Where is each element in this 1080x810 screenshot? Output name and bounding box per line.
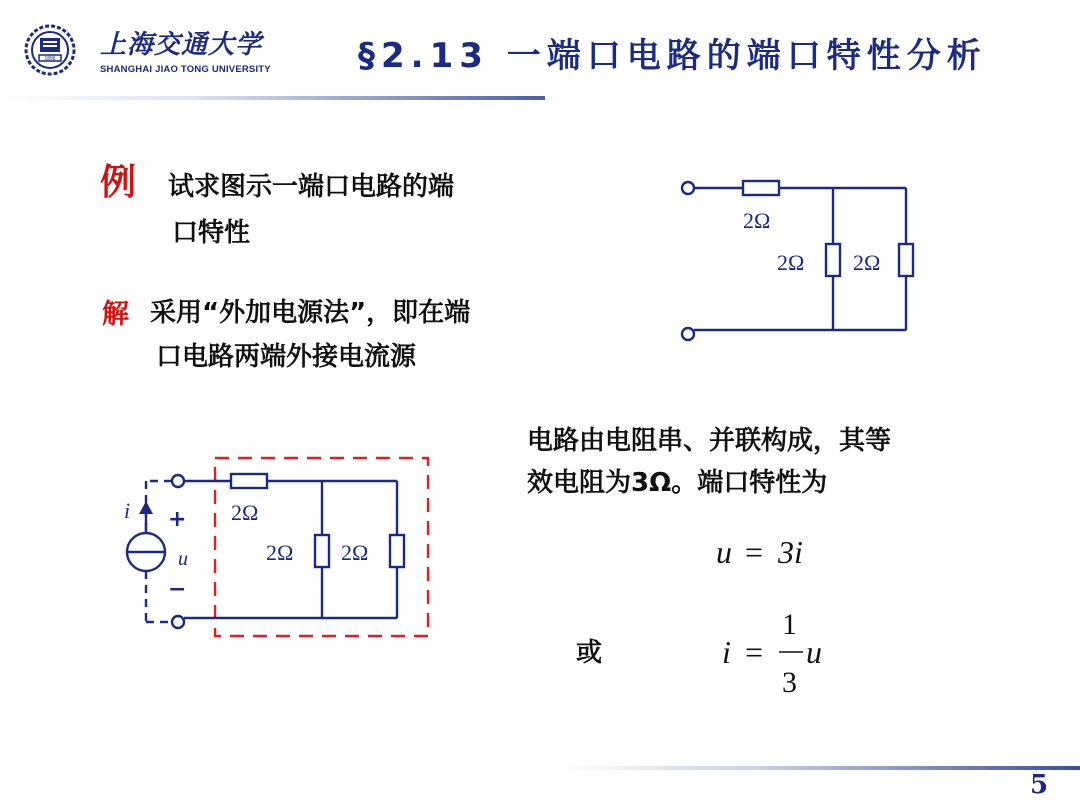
logo-english-name: SHANGHAI JIAO TONG UNIVERSITY — [100, 64, 271, 75]
solution-mark: 解 — [102, 299, 129, 330]
eq1-lhs: u — [716, 534, 732, 570]
bottom-terminal-lower — [172, 616, 184, 628]
bottom-middle-resistor-label: 2Ω — [266, 540, 294, 565]
logo-chinese-name: 上海交通大学 — [100, 30, 263, 60]
explanation-line2: 效电阻为3Ω。端口特性为 — [527, 468, 828, 498]
eq2-equals: = — [745, 634, 764, 670]
example-text-line2: 口特性 — [172, 218, 251, 248]
explanation-line1: 电路由电阻串、并联构成，其等 — [527, 426, 892, 456]
emblem-year: 1896 — [44, 56, 56, 62]
footer-divider — [560, 766, 1080, 770]
voltage-label: u — [178, 548, 188, 570]
top-terminal-upper — [682, 182, 694, 194]
slide-title: §2.13 一端口电路的端口特性分析 — [358, 36, 987, 76]
bottom-right-resistor — [390, 535, 404, 567]
current-label: i — [124, 498, 131, 523]
bottom-right-resistor-label: 2Ω — [341, 540, 369, 565]
current-arrow-icon — [139, 501, 153, 514]
bottom-middle-resistor — [315, 535, 329, 567]
page-number: 5 — [1030, 770, 1049, 800]
eq2-variable: u — [806, 634, 822, 670]
or-label: 或 — [576, 638, 603, 668]
example-mark: 例 — [100, 161, 137, 203]
top-terminal-lower — [682, 328, 694, 340]
bottom-series-resistor — [231, 474, 267, 488]
solution-text-line2: 口电路两端外接电流源 — [156, 342, 417, 372]
top-middle-resistor-label: 2Ω — [777, 250, 805, 275]
eq2-denominator: 3 — [782, 666, 797, 699]
top-right-resistor-label: 2Ω — [853, 250, 881, 275]
example-text-line1: 试求图示一端口电路的端 — [168, 172, 455, 202]
top-series-resistor — [743, 181, 779, 195]
eq1-equals: = — [745, 534, 764, 570]
plus-sign: + — [168, 507, 187, 532]
top-series-resistor-label: 2Ω — [743, 208, 771, 233]
minus-sign: − — [168, 577, 187, 602]
bottom-series-resistor-label: 2Ω — [231, 500, 259, 525]
eq2-lhs: i — [722, 634, 731, 670]
solution-text-line1: 采用“外加电源法”，即在端 — [150, 298, 471, 328]
bottom-terminal-upper — [172, 475, 184, 487]
eq2-numerator: 1 — [782, 608, 797, 641]
top-middle-resistor — [826, 244, 840, 276]
eq1-rhs: 3i — [778, 534, 803, 570]
top-right-resistor — [899, 244, 913, 276]
